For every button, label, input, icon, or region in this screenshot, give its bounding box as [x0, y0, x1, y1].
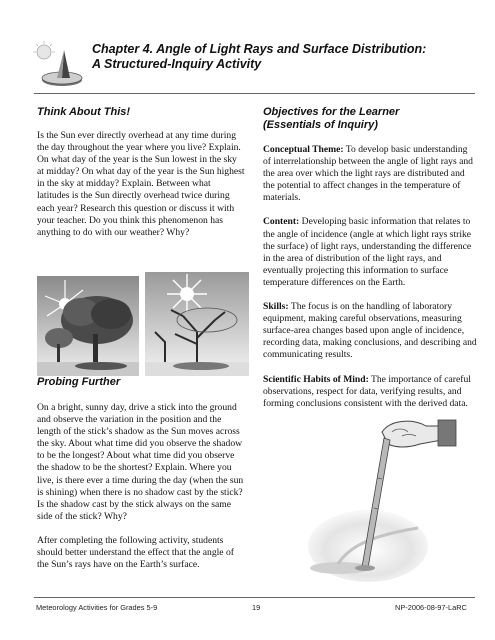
trees-illustration [37, 272, 249, 380]
probing-body: On a bright, sunny day, drive a stick into the ground and observe the variation in the position and the length of the stick’s shadow as the Sun moves across the sky. About what time did you observe the shadow to be the longest? About what time did you observe the shadow to be the shortest? Explain. Where you live, is there ever a time during the day (when the sun is shining) when there is no shadow cast by the stick? Is the shadow cast by the stick always on the same side of the stick? Why? [37, 402, 244, 522]
page-number: 19 [252, 603, 261, 612]
objective-text: The importance of careful observations, respect for data, verifying results, and forming conclusions consistent with the derived data. [263, 373, 471, 409]
objective-skills [263, 301, 477, 361]
footer-divider [34, 597, 475, 598]
stick-shadow-illustration [308, 418, 458, 586]
objectives-heading-line2: (Essentials of Inquiry) [263, 119, 378, 131]
objective-label: Scientific Habits of Mind: [263, 373, 369, 385]
footer-book-title: Meteorology Activities for Grades 5-9 [36, 603, 158, 612]
header-divider [34, 93, 475, 94]
objective-text: To develop basic understanding of interrelationship between the angle of light rays and the area over which the light rays are distributed and the potential to affect changes in the temperature of materials. [263, 144, 473, 204]
probing-heading: Probing Further [37, 376, 121, 388]
think-body: Is the Sun ever directly overhead at any time during the day throughout the year where you live? Explain. On what day of the year is the Sun lowest in the sky at midday? On what day of the year is the Sun highest in the sky at midday? Explain. Between what latitudes is the Sun directly overhead twice during each year? Research this question or discuss it with your teacher. Do you think this phenomenon has anything to do with our weather? Why? [37, 130, 245, 238]
objective-habits-of-mind [263, 374, 477, 410]
think-section [37, 106, 245, 239]
probing-section [37, 376, 245, 571]
objective-label: Skills: [263, 301, 289, 313]
think-heading: Think About This! [37, 106, 131, 118]
chapter-title [92, 42, 472, 72]
objective-label: Content: [263, 216, 300, 228]
probing-after: After completing the following activity, students should better understand the effect that the angle of the Sun’s rays have on the Earth’s surface. [37, 534, 234, 571]
sundial-logo-icon [30, 40, 86, 90]
objective-conceptual-theme [263, 144, 477, 204]
objectives-section [263, 106, 477, 410]
objective-text: The focus is on the handling of laboratory equipment, making careful observations, measuring surface-area changes based upon angle of incidence, recording data, making conclusions, and describing and communicating results. [263, 301, 477, 361]
objective-label: Conceptual Theme: [263, 144, 344, 155]
chapter-title-line1: Chapter 4. Angle of Light Rays and Surface Distribution: [92, 42, 427, 56]
objective-text: Developing basic information that relates to the angle of incidence (angle at which light rays strike the surface) of light rays, understanding the difference in the area of distribution of the light rays, and eventually projecting this information to surface temperature differences on the Earth. [263, 216, 472, 288]
chapter-title-line2: A Structured-Inquiry Activity [92, 57, 262, 71]
objectives-heading-line1: Objectives for the Learner [263, 106, 400, 118]
footer-document-code: NP-2006-08-97-LaRC [395, 603, 467, 612]
objective-content [263, 216, 477, 289]
